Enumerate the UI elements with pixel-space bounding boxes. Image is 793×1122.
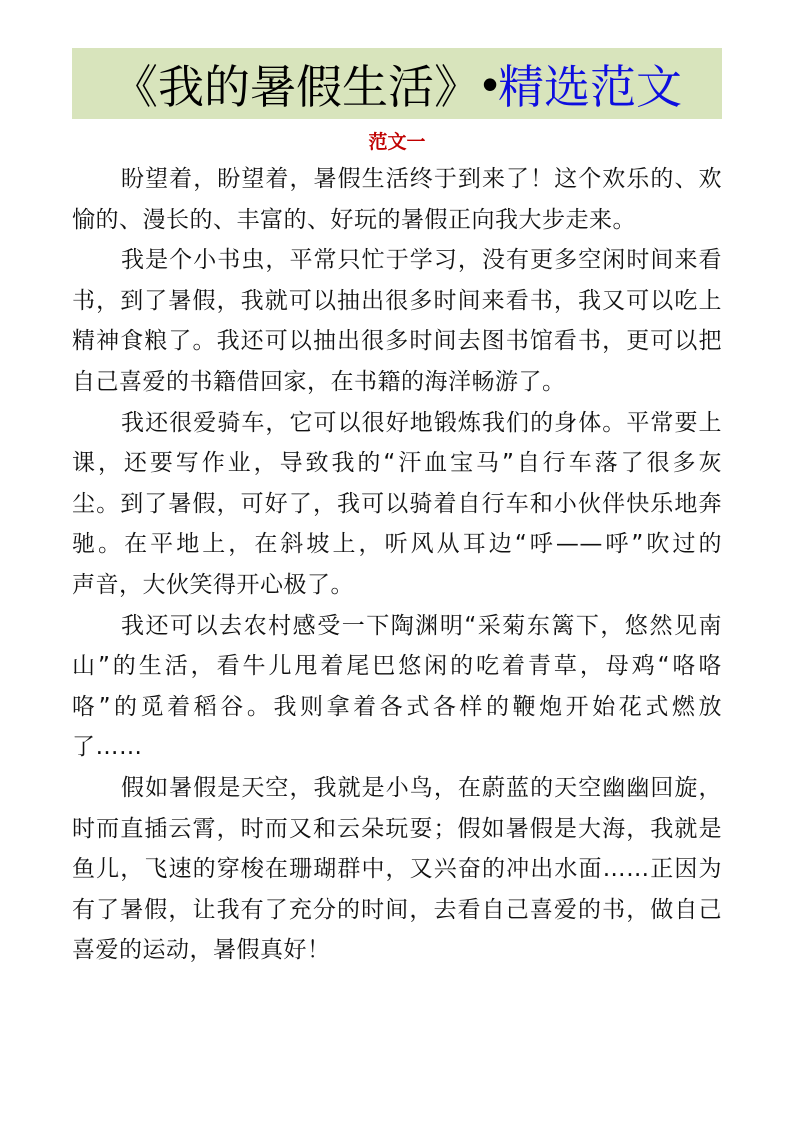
text-line: 驰。在平地上，在斜坡上，听风从耳边“呼——呼”吹过的: [72, 531, 722, 558]
text-line: 时而直插云霄，时而又和云朵玩耍；假如暑假是大海，我就是: [72, 815, 722, 842]
text-line: 鱼儿，飞速的穿梭在珊瑚群中，又兴奋的冲出水面……正因为: [72, 856, 722, 883]
essay-subtitle: 范文一: [368, 131, 426, 153]
paragraph-1: [72, 159, 722, 240]
paragraph-2: [72, 240, 722, 402]
text-line: 有了暑假，让我有了充分的时间，去看自己喜爱的书，做自己: [72, 896, 722, 923]
paragraph-4: [72, 606, 722, 768]
essay-body: [72, 159, 722, 971]
text-line: 书，到了暑假，我就可以抽出很多时间来看书，我又可以吃上: [72, 287, 722, 314]
paragraph-5: [72, 768, 722, 971]
text-line: 愉的、漫长的、丰富的、好玩的暑假正向我大步走来。: [72, 206, 636, 233]
text-line: 假如暑假是天空，我就是小鸟，在蔚蓝的天空幽幽回旋，: [121, 774, 722, 801]
text-line: 喜爱的运动，暑假真好！: [72, 937, 331, 964]
text-line: 我还很爱骑车，它可以很好地锻炼我们的身体。平常要上: [121, 409, 722, 436]
text-line: 咯”的觅着稻谷。我则拿着各式各样的鞭炮开始花式燃放: [72, 693, 722, 720]
title-separator-bullet: •: [481, 57, 499, 110]
text-line: 山”的生活，看牛儿甩着尾巴悠闲的吃着青草，母鸡“咯咯: [72, 653, 722, 680]
title-highlight: 精选范文: [498, 60, 683, 113]
text-line: 了……: [72, 734, 143, 761]
text-line: 我还可以去农村感受一下陶渊明“采菊东篱下，悠然见南: [121, 612, 722, 639]
text-line: 课，还要写作业，导致我的“汗血宝马”自行车落了很多灰: [72, 450, 722, 477]
text-line: 精神食粮了。我还可以抽出很多时间去图书馆看书，更可以把: [72, 328, 722, 355]
text-line: 声音，大伙笑得开心极了。: [72, 571, 354, 598]
text-line: 我是个小书虫，平常只忙于学习，没有更多空闲时间来看: [121, 247, 722, 274]
title-banner: [72, 48, 722, 119]
text-line: 盼望着，盼望着，暑假生活终于到来了！这个欢乐的、欢: [121, 166, 722, 192]
document-page: [72, 48, 722, 971]
text-line: 自己喜爱的书籍借回家，在书籍的海洋畅游了。: [72, 368, 566, 395]
text-line: 尘。到了暑假，可好了，我可以骑着自行车和小伙伴快乐地奔: [72, 490, 722, 517]
title-main: 《我的暑假生活》: [111, 60, 480, 113]
paragraph-3: [72, 403, 722, 606]
